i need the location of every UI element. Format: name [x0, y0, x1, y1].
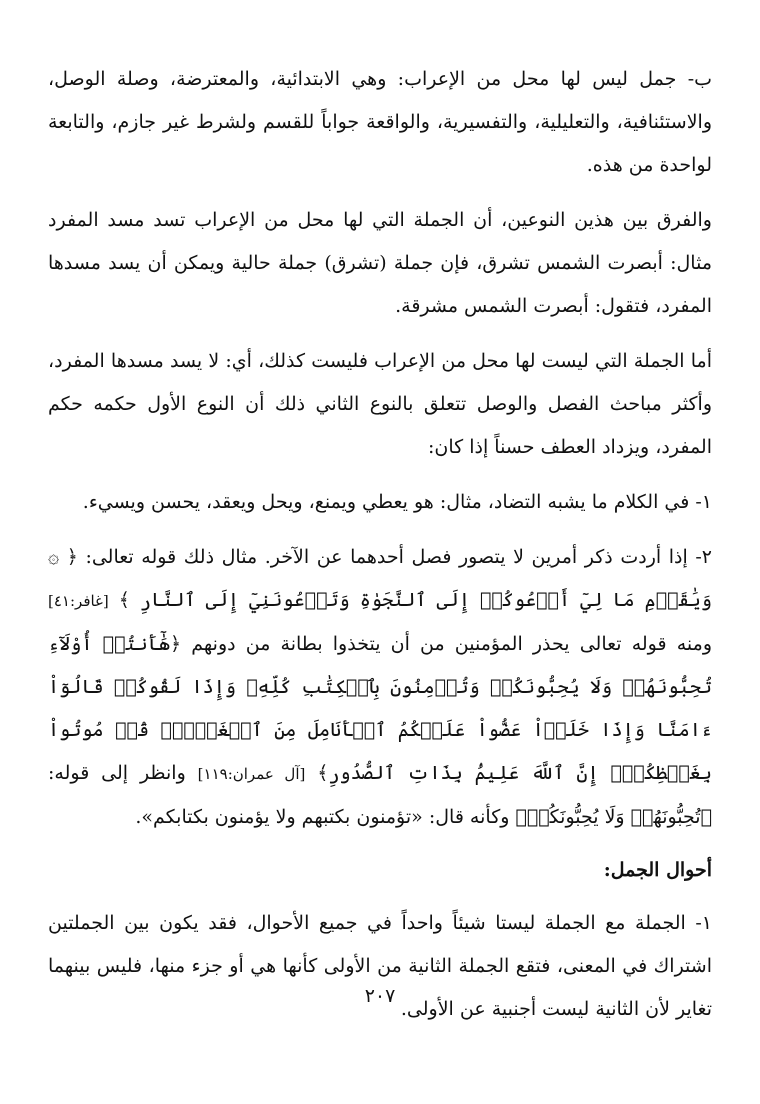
paragraph-sentence-states: ١- الجملة مع الجملة ليستا شيئاً واحداً في جميع الأحوال، فقد يكون بين الجملتين اشتراك في المعنى، فتقع الجملة الثانية من الأولى كأنها هي أو جزء منها، فليس بينهما تغاير لأن الثانية ليست أجنبية عن الأولى. — [48, 912, 712, 1020]
page-number: ٢٠٧ — [364, 985, 396, 1007]
verse-reference-al-imran: [آل عمران:١١٩] — [197, 765, 306, 783]
look-at-intro: وانظر إلى قوله: — [48, 762, 198, 784]
paragraph-sentence-types: ب- جمل ليس لها محل من الإعراب: وهي الابتدائية، والمعترضة، وصلة الوصل، والاستئنافية، والتعليلية، والتفسيرية، والواقعة جواباً للقسم ولشرط غير جازم، والتابعة لواحدة من هذه. — [48, 68, 712, 176]
quran-verse-excerpt: ﴿تُحِبُّونَهُمۡ وَلَا يُحِبُّونَكُمۡ﴾ — [515, 806, 712, 828]
quran-verse-al-imran: ﴿هَٰٓأَنتُمۡ أُوْلَآءِ تُحِبُّونَهُمۡ وَلَا يُحِبُّونَكُمۡ وَتُؤۡمِنُونَ بِٱلۡكِتَٰبِ كُلِّهِۦ وَإِذَا لَقُوكُمۡ قَالُوٓاْ ءَامَنَّا وَإِذَا خَلَوۡاْ عَضُّواْ عَلَيۡكُمُ ٱلۡأَنَامِلَ مِنَ ٱلۡغَيۡظِۚ قُلۡ مُوتُواْ بِغَيۡظِكُمۡۗ إِنَّ ٱللَّهَ عَلِيمُۢ بِذَاتِ ٱلصُّدُورِ﴾ — [48, 633, 713, 784]
paragraph-difference: والفرق بين هذين النوعين، أن الجملة التي لها محل من الإعراب تسد مسد المفرد مثال: أبصرت الشمس تشرق، فإن جملة (تشرق) جملة حالية ويمكن أن يسد مسدها المفرد، فتقول: أبصرت الشمس مشرقة. — [48, 209, 712, 317]
quran-verse-ghafir: ﴿ ۞ وَيَٰقَوۡمِ مَا لِيٓ أَدۡعُوكُمۡ إِلَى ٱلنَّجَوٰةِ وَتَدۡعُونَنِيٓ إِلَى ٱلنَّارِ ﴾ — [48, 546, 712, 611]
second-example-intro: ومنه قوله تعالى يحذر المؤمنين من أن يتخذوا بطانة من دونهم — [181, 633, 712, 655]
paragraph-condition-one: ١- في الكلام ما يشبه التضاد، مثال: هو يعطي ويمنع، ويحل ويعقد، يحسن ويسيء. — [82, 491, 712, 513]
paragraph-condition-two — [48, 536, 712, 839]
section-heading: أحوال الجمل: — [603, 859, 712, 881]
verse-interpretation: وكأنه قال: «تؤمنون بكتبهم ولا يؤمنون بكتابكم». — [135, 806, 516, 828]
paragraph-no-position: أما الجملة التي ليست لها محل من الإعراب فليست كذلك، أي: لا يسد مسدها المفرد، وأكثر مباحث الفصل والوصل تتعلق بالنوع الثاني ذلك أن النوع الأول حكمه حكم المفرد، ويزداد العطف حسناً إذا كان: — [48, 350, 712, 458]
verse-reference-ghafir: [غافر:٤١] — [48, 592, 109, 610]
page-body — [48, 58, 712, 1043]
condition-two-intro: ٢- إذا أردت ذكر أمرين لا يتصور فصل أحدهما عن الآخر. مثال ذلك قوله تعالى: — [77, 546, 712, 568]
